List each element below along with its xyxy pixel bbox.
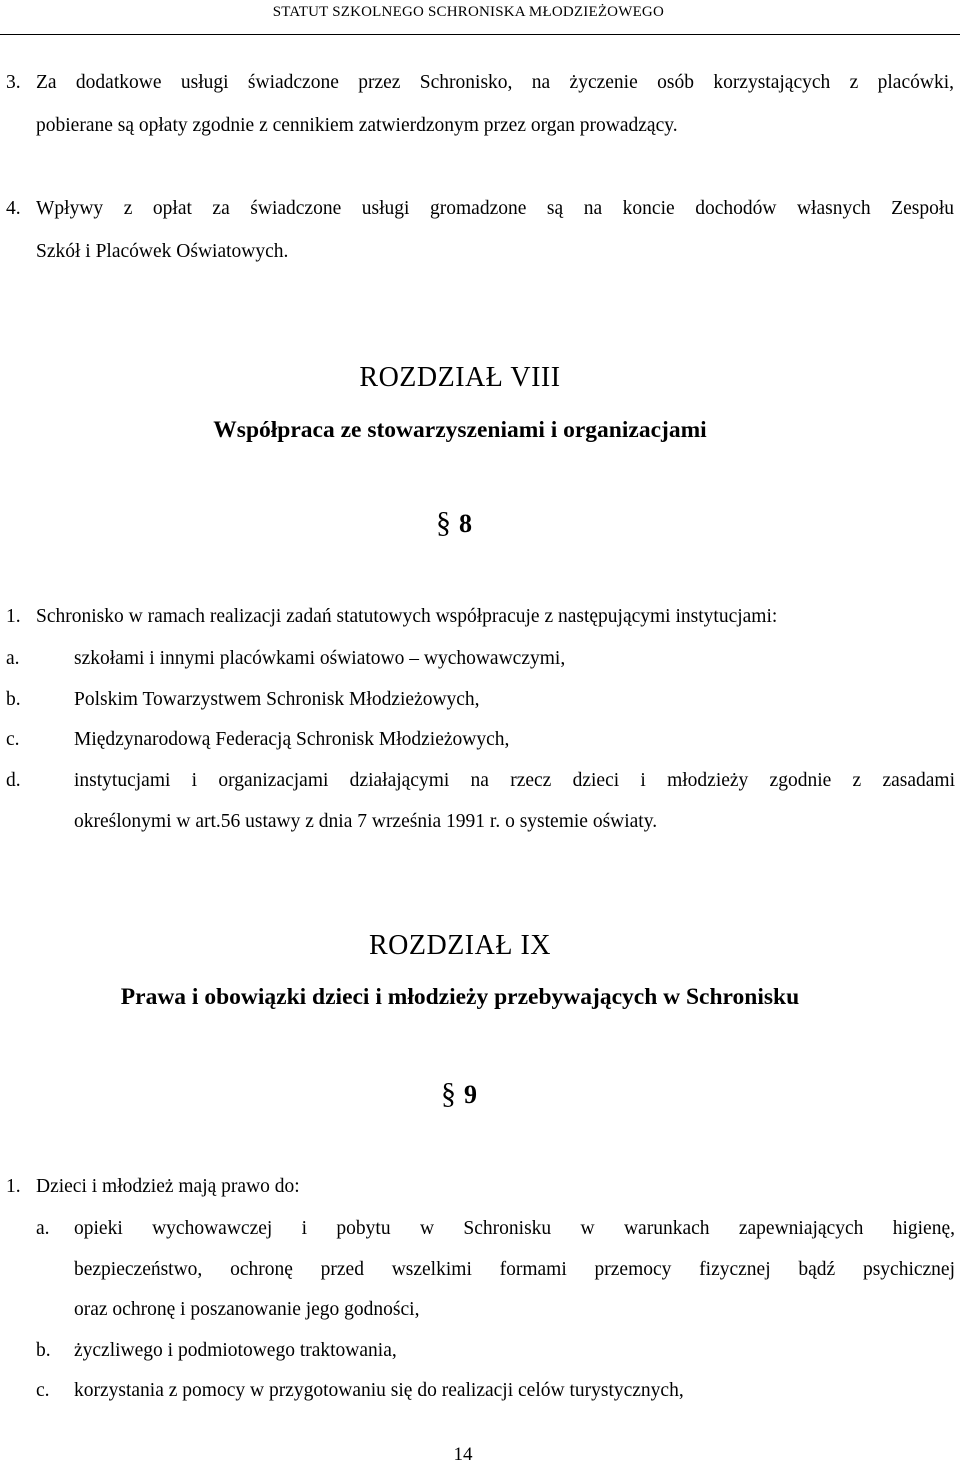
section-symbol: § xyxy=(436,506,451,539)
point-4-line-2: Szkół i Placówek Oświatowych. xyxy=(36,241,289,262)
section-9-mark xyxy=(441,1077,477,1111)
ch8-item-d-line-2: określonymi w art.56 ustawy z dnia 7 września 1991 r. o systemie oświaty. xyxy=(74,811,658,832)
ch8-item-c-letter: c. xyxy=(6,729,20,750)
ch9-item-a-letter: a. xyxy=(36,1218,50,1239)
section-8-mark xyxy=(436,506,472,540)
ch9-item-c-text: korzystania z pomocy w przygotowaniu się do realizacji celów turystycznych, xyxy=(74,1380,684,1401)
header-rule xyxy=(0,34,960,35)
chapter-9-subtitle: Prawa i obowiązki dzieci i młodzieży przebywających w Schronisku xyxy=(120,984,800,1010)
section-number: 8 xyxy=(459,509,472,538)
chapter-9-title: ROZDZIAŁ IX xyxy=(368,930,552,961)
ch8-item-c-text: Międzynarodową Federacją Schronisk Młodzieżowych, xyxy=(74,729,510,750)
section-symbol: § xyxy=(441,1077,456,1110)
ch9-item-c-letter: c. xyxy=(36,1380,50,1401)
section-number: 9 xyxy=(464,1080,477,1109)
point-4-number: 4. xyxy=(6,198,21,219)
ch8-item-a-letter: a. xyxy=(6,648,20,669)
page-header: STATUT SZKOLNEGO SCHRONISKA MŁODZIEŻOWEGO xyxy=(272,4,664,20)
ch8-item-b-text: Polskim Towarzystwem Schronisk Młodzieżowych, xyxy=(74,689,480,710)
point-3-line-1: Za dodatkowe usługi świadczone przez Schronisko, na życzenie osób korzystających z placówki, xyxy=(36,72,954,93)
ch9-point-1-number: 1. xyxy=(6,1176,21,1197)
ch9-item-a-line-3: oraz ochronę i poszanowanie jego godności, xyxy=(74,1299,420,1320)
point-3-line-2: pobierane są opłaty zgodnie z cennikiem zatwierdzonym przez organ prowadzący. xyxy=(36,115,678,136)
ch9-point-1-text: Dzieci i młodzież mają prawo do: xyxy=(36,1176,300,1197)
ch8-item-b-letter: b. xyxy=(6,689,21,710)
point-4-line-1: Wpływy z opłat za świadczone usługi gromadzone są na koncie dochodów własnych Zespołu xyxy=(36,198,954,219)
ch8-item-d-letter: d. xyxy=(6,770,21,791)
ch8-point-1-text: Schronisko w ramach realizacji zadań statutowych współpracuje z następującymi instytucjami: xyxy=(36,606,778,627)
chapter-8-title: ROZDZIAŁ VIII xyxy=(359,362,561,393)
ch8-item-a-text: szkołami i innymi placówkami oświatowo – wychowawczymi, xyxy=(74,648,566,669)
ch8-item-d-line-1: instytucjami i organizacjami działającymi na rzecz dzieci i młodzieży zgodnie z zasadami xyxy=(74,770,955,791)
ch9-item-a-line-1: opieki wychowawczej i pobytu w Schronisku w warunkach zapewniających higienę, xyxy=(74,1218,955,1239)
ch8-point-1-number: 1. xyxy=(6,606,21,627)
ch9-item-b-letter: b. xyxy=(36,1340,51,1361)
ch9-item-a-line-2: bezpieczeństwo, ochronę przed wszelkimi formami przemocy fizycznej bądź psychicznej xyxy=(74,1259,955,1280)
ch9-item-b-text: życzliwego i podmiotowego traktowania, xyxy=(74,1340,397,1361)
point-3-number: 3. xyxy=(6,72,21,93)
chapter-8-subtitle: Współpraca ze stowarzyszeniami i organizacjami xyxy=(213,417,707,443)
page-number: 14 xyxy=(453,1444,473,1465)
